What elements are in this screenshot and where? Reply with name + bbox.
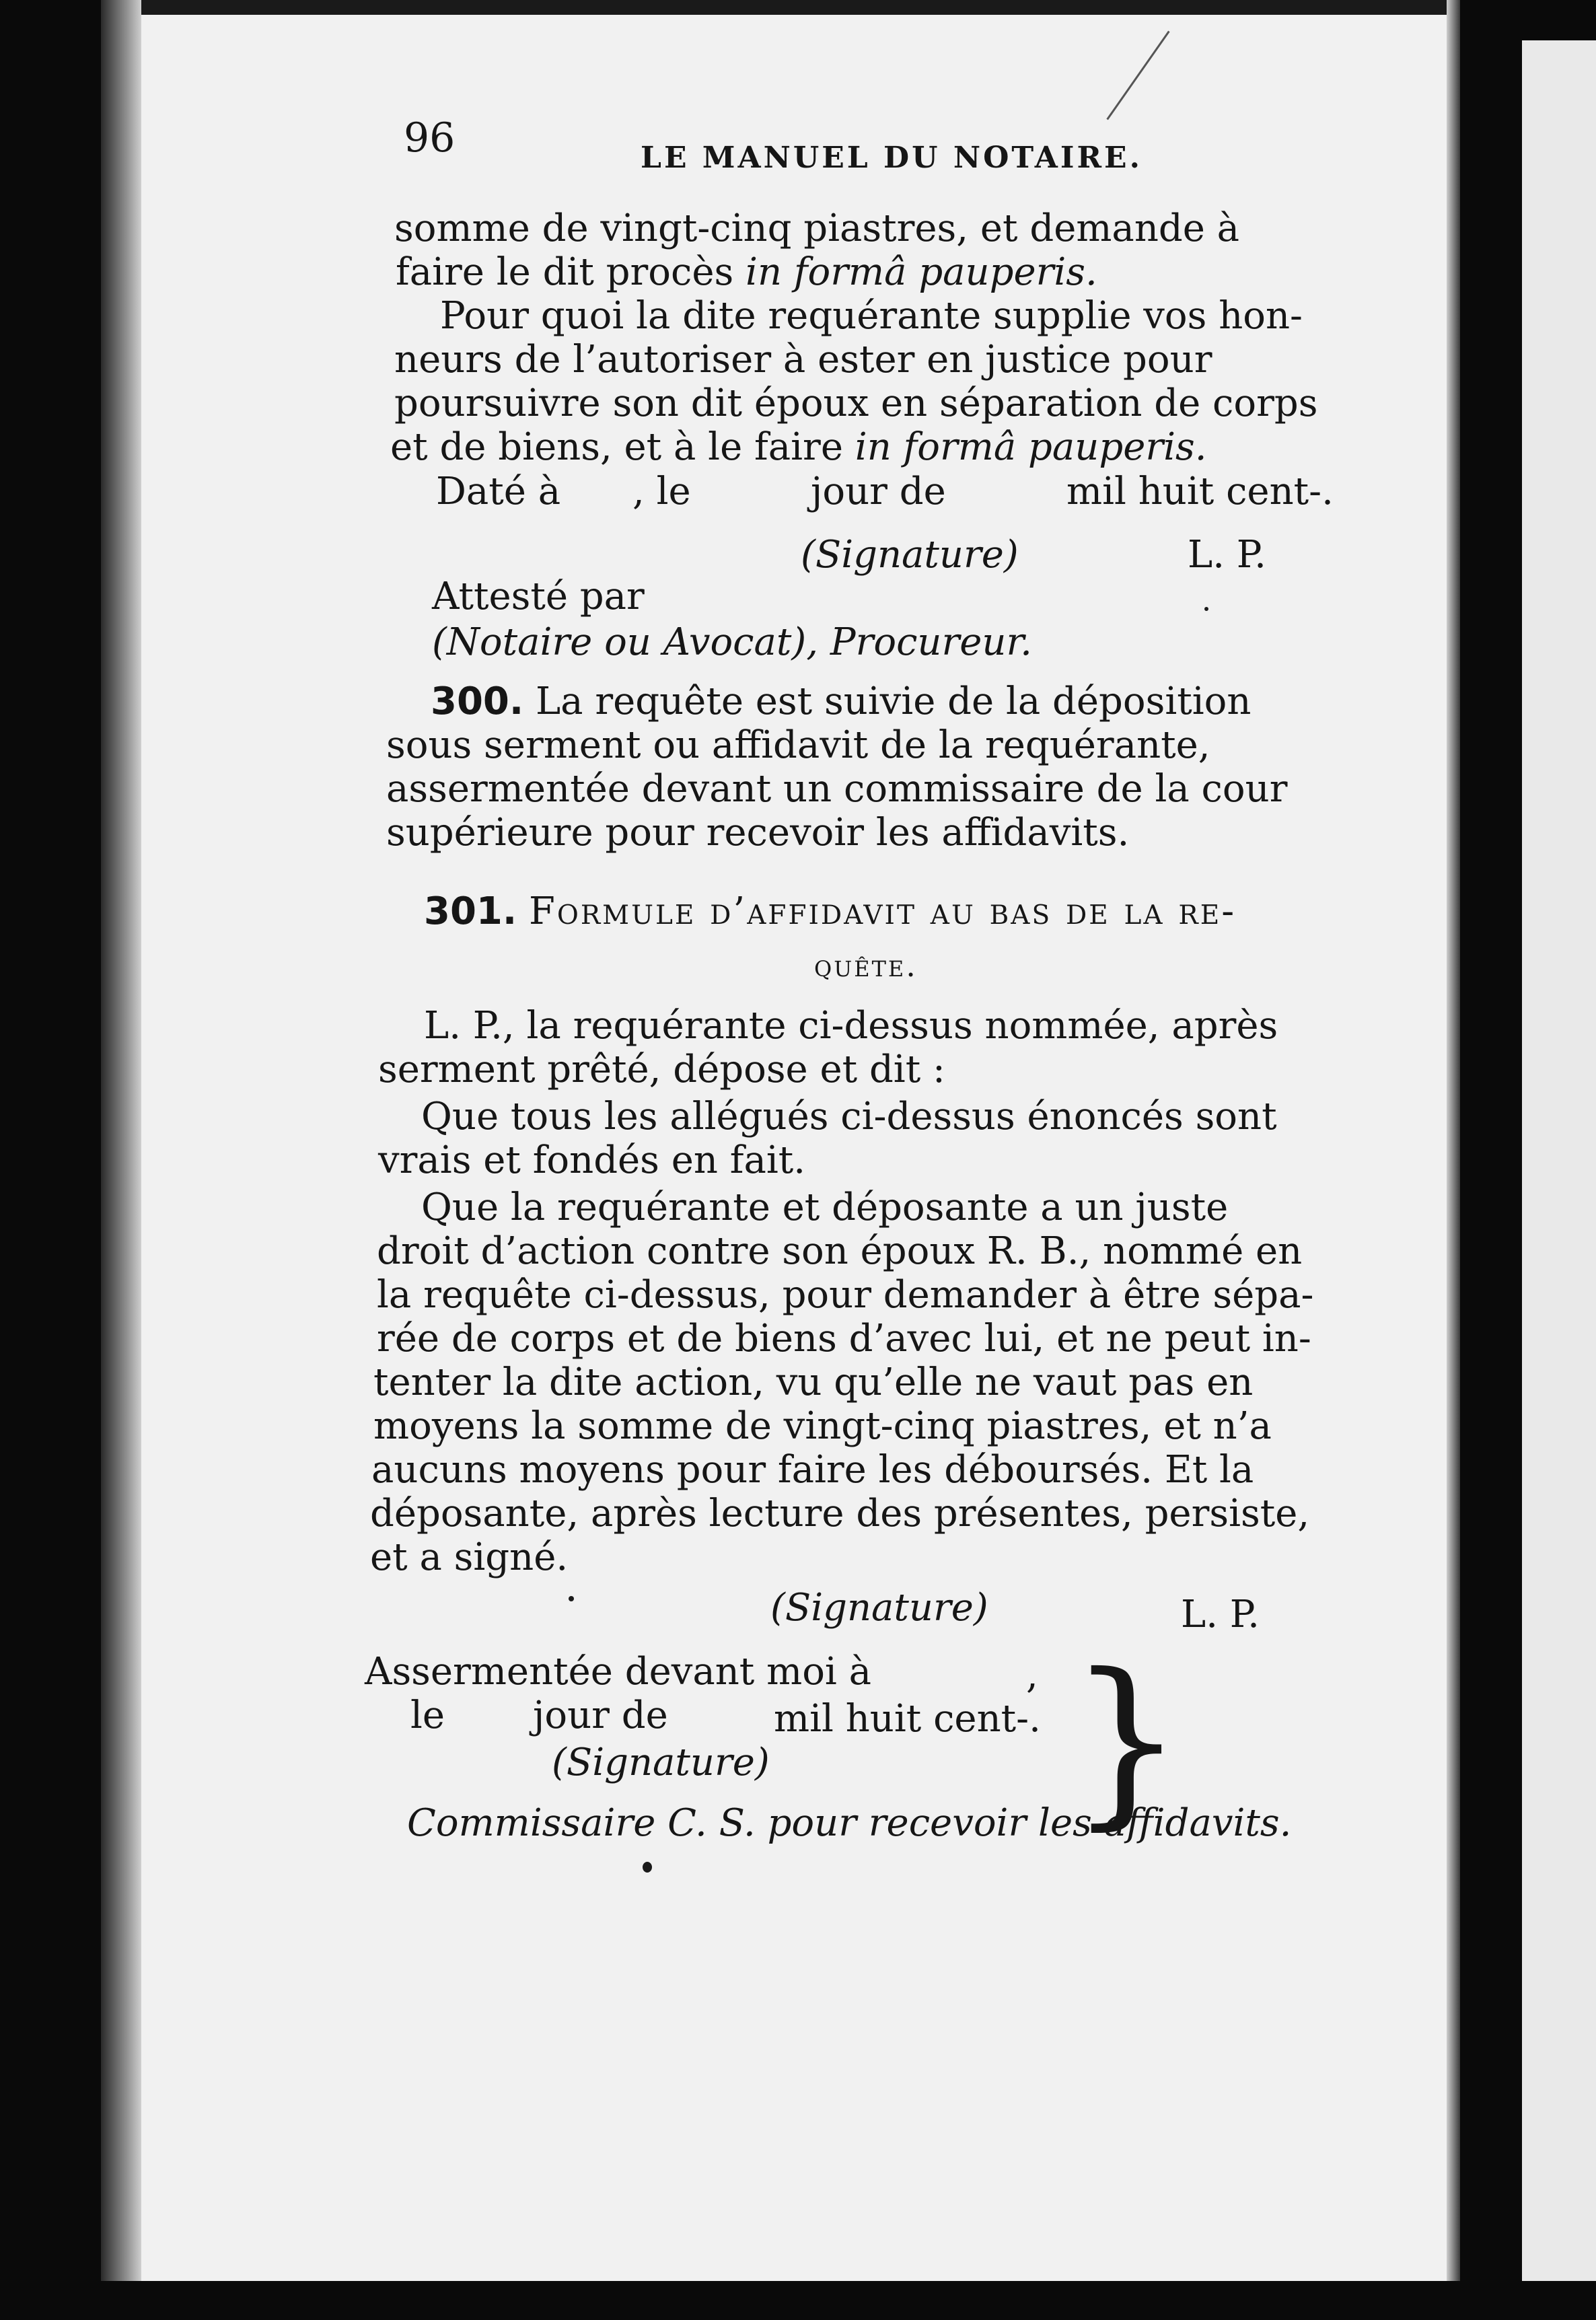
date-jour: jour de: [811, 470, 946, 513]
text-line: poursuivre son dit époux en séparation de corps: [394, 382, 1318, 425]
sworn-before: Assermentée devant moi à: [365, 1650, 872, 1694]
section-300: 300. La requête est suivie de la déposition: [431, 680, 1252, 723]
text-line: vrais et fondés en fait.: [378, 1138, 806, 1182]
date-label: Daté à: [436, 470, 561, 513]
text-line: et de biens, et à le faire in formâ pauperis.: [390, 425, 1207, 469]
scan-border-bottom: [0, 2281, 1596, 2320]
sworn-year: mil huit cent-.: [774, 1697, 1041, 1741]
page-number: 96: [404, 114, 456, 161]
running-title: LE MANUEL DU NOTAIRE.: [641, 141, 1142, 175]
closing-brace: }: [1068, 1634, 1184, 1846]
ink-speck: [569, 1596, 574, 1601]
text-line: Que tous les allégués ci-dessus énoncés sont: [421, 1095, 1277, 1138]
sworn-comma: ,: [1026, 1653, 1038, 1697]
text-line: Pour quoi la dite requérante supplie vos hon-: [440, 294, 1303, 338]
date-year: mil huit cent-.: [1066, 470, 1334, 513]
text-line: la requête ci-dessus, pour demander à être sépa-: [377, 1273, 1314, 1317]
pencil-mark: [1106, 31, 1169, 120]
text-line: faire le dit procès in formâ pauperis.: [396, 250, 1097, 294]
initials: L. P.: [1181, 1593, 1260, 1636]
scan-border-top: [101, 0, 1453, 15]
text-line: L. P., la requérante ci-dessus nommée, après: [424, 1004, 1278, 1048]
date-le: , le: [632, 470, 691, 513]
sworn-signature: (Signature): [552, 1741, 770, 1784]
section-301-heading: 301. Formule d’affidavit au bas de la re-: [424, 890, 1237, 933]
text-line: serment prêté, dépose et dit :: [378, 1048, 945, 1091]
text-line: aucuns moyens pour faire les déboursés. Et la: [371, 1448, 1254, 1492]
attestation-line: (Notaire ou Avocat), Procureur.: [432, 620, 1032, 664]
text-line: neurs de l’autoriser à ester en justice pour: [394, 338, 1212, 382]
text-line: somme de vingt-cinq piastres, et demande à: [394, 207, 1240, 250]
signature-label: (Signature): [801, 533, 1019, 577]
book-page: [141, 15, 1447, 2281]
text-line: assermentée devant un commissaire de la cour: [386, 767, 1288, 811]
page-edge-shadow: [1447, 0, 1460, 2320]
ink-speck: [643, 1862, 652, 1873]
text-line: rée de corps et de biens d’avec lui, et ne peut in-: [377, 1317, 1311, 1361]
sworn-le: le: [410, 1694, 445, 1737]
scan-border-left: [0, 0, 101, 2320]
text-line: sous serment ou affidavit de la requérante,: [386, 723, 1210, 767]
commissioner-line: Commissaire C. S. pour recevoir les affidavits.: [407, 1801, 1292, 1845]
adjacent-page-edge: [1522, 40, 1596, 2281]
text-line: Que la requérante et déposante a un juste: [421, 1186, 1229, 1229]
section-301-heading-cont: quête.: [814, 947, 918, 984]
sworn-jour: jour de: [533, 1694, 668, 1737]
text-line: droit d’action contre son époux R. B., nommé en: [377, 1229, 1303, 1273]
initials: L. P.: [1188, 533, 1266, 577]
signature-label: (Signature): [770, 1586, 988, 1630]
attested-by: Attesté par: [432, 575, 645, 618]
text-line: et a signé.: [370, 1535, 569, 1579]
text-line: déposante, après lecture des présentes, persiste,: [370, 1492, 1310, 1535]
text-line: supérieure pour recevoir les affidavits.: [386, 811, 1130, 855]
text-line: moyens la somme de vingt-cinq piastres, et n’a: [373, 1404, 1272, 1448]
text-line: tenter la dite action, vu qu’elle ne vaut pas en: [373, 1361, 1254, 1404]
ink-speck: [1204, 607, 1208, 611]
book-gutter-shadow: [101, 0, 141, 2320]
